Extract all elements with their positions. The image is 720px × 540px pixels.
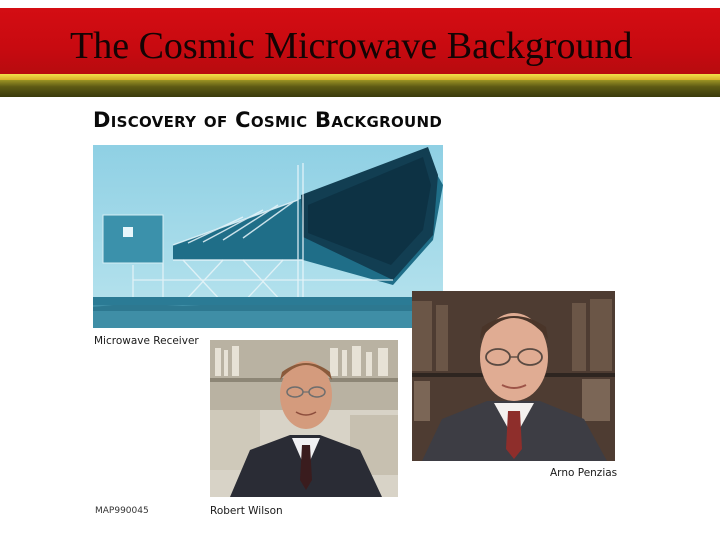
wilson-caption: Robert Wilson [210, 505, 283, 517]
figure-code: MAP990045 [95, 506, 149, 516]
penzias-caption: Arno Penzias [550, 467, 618, 479]
receiver-caption: Microwave Receiver [94, 335, 199, 347]
horn-antenna-photo [93, 145, 443, 328]
slide-title: The Cosmic Microwave Background [70, 25, 633, 67]
penzias-portrait [412, 291, 615, 461]
title-band [0, 0, 720, 97]
title-band-olive-stripe [0, 80, 720, 97]
figure-heading: Discovery of Cosmic Background [93, 108, 443, 132]
wilson-portrait [210, 340, 398, 497]
